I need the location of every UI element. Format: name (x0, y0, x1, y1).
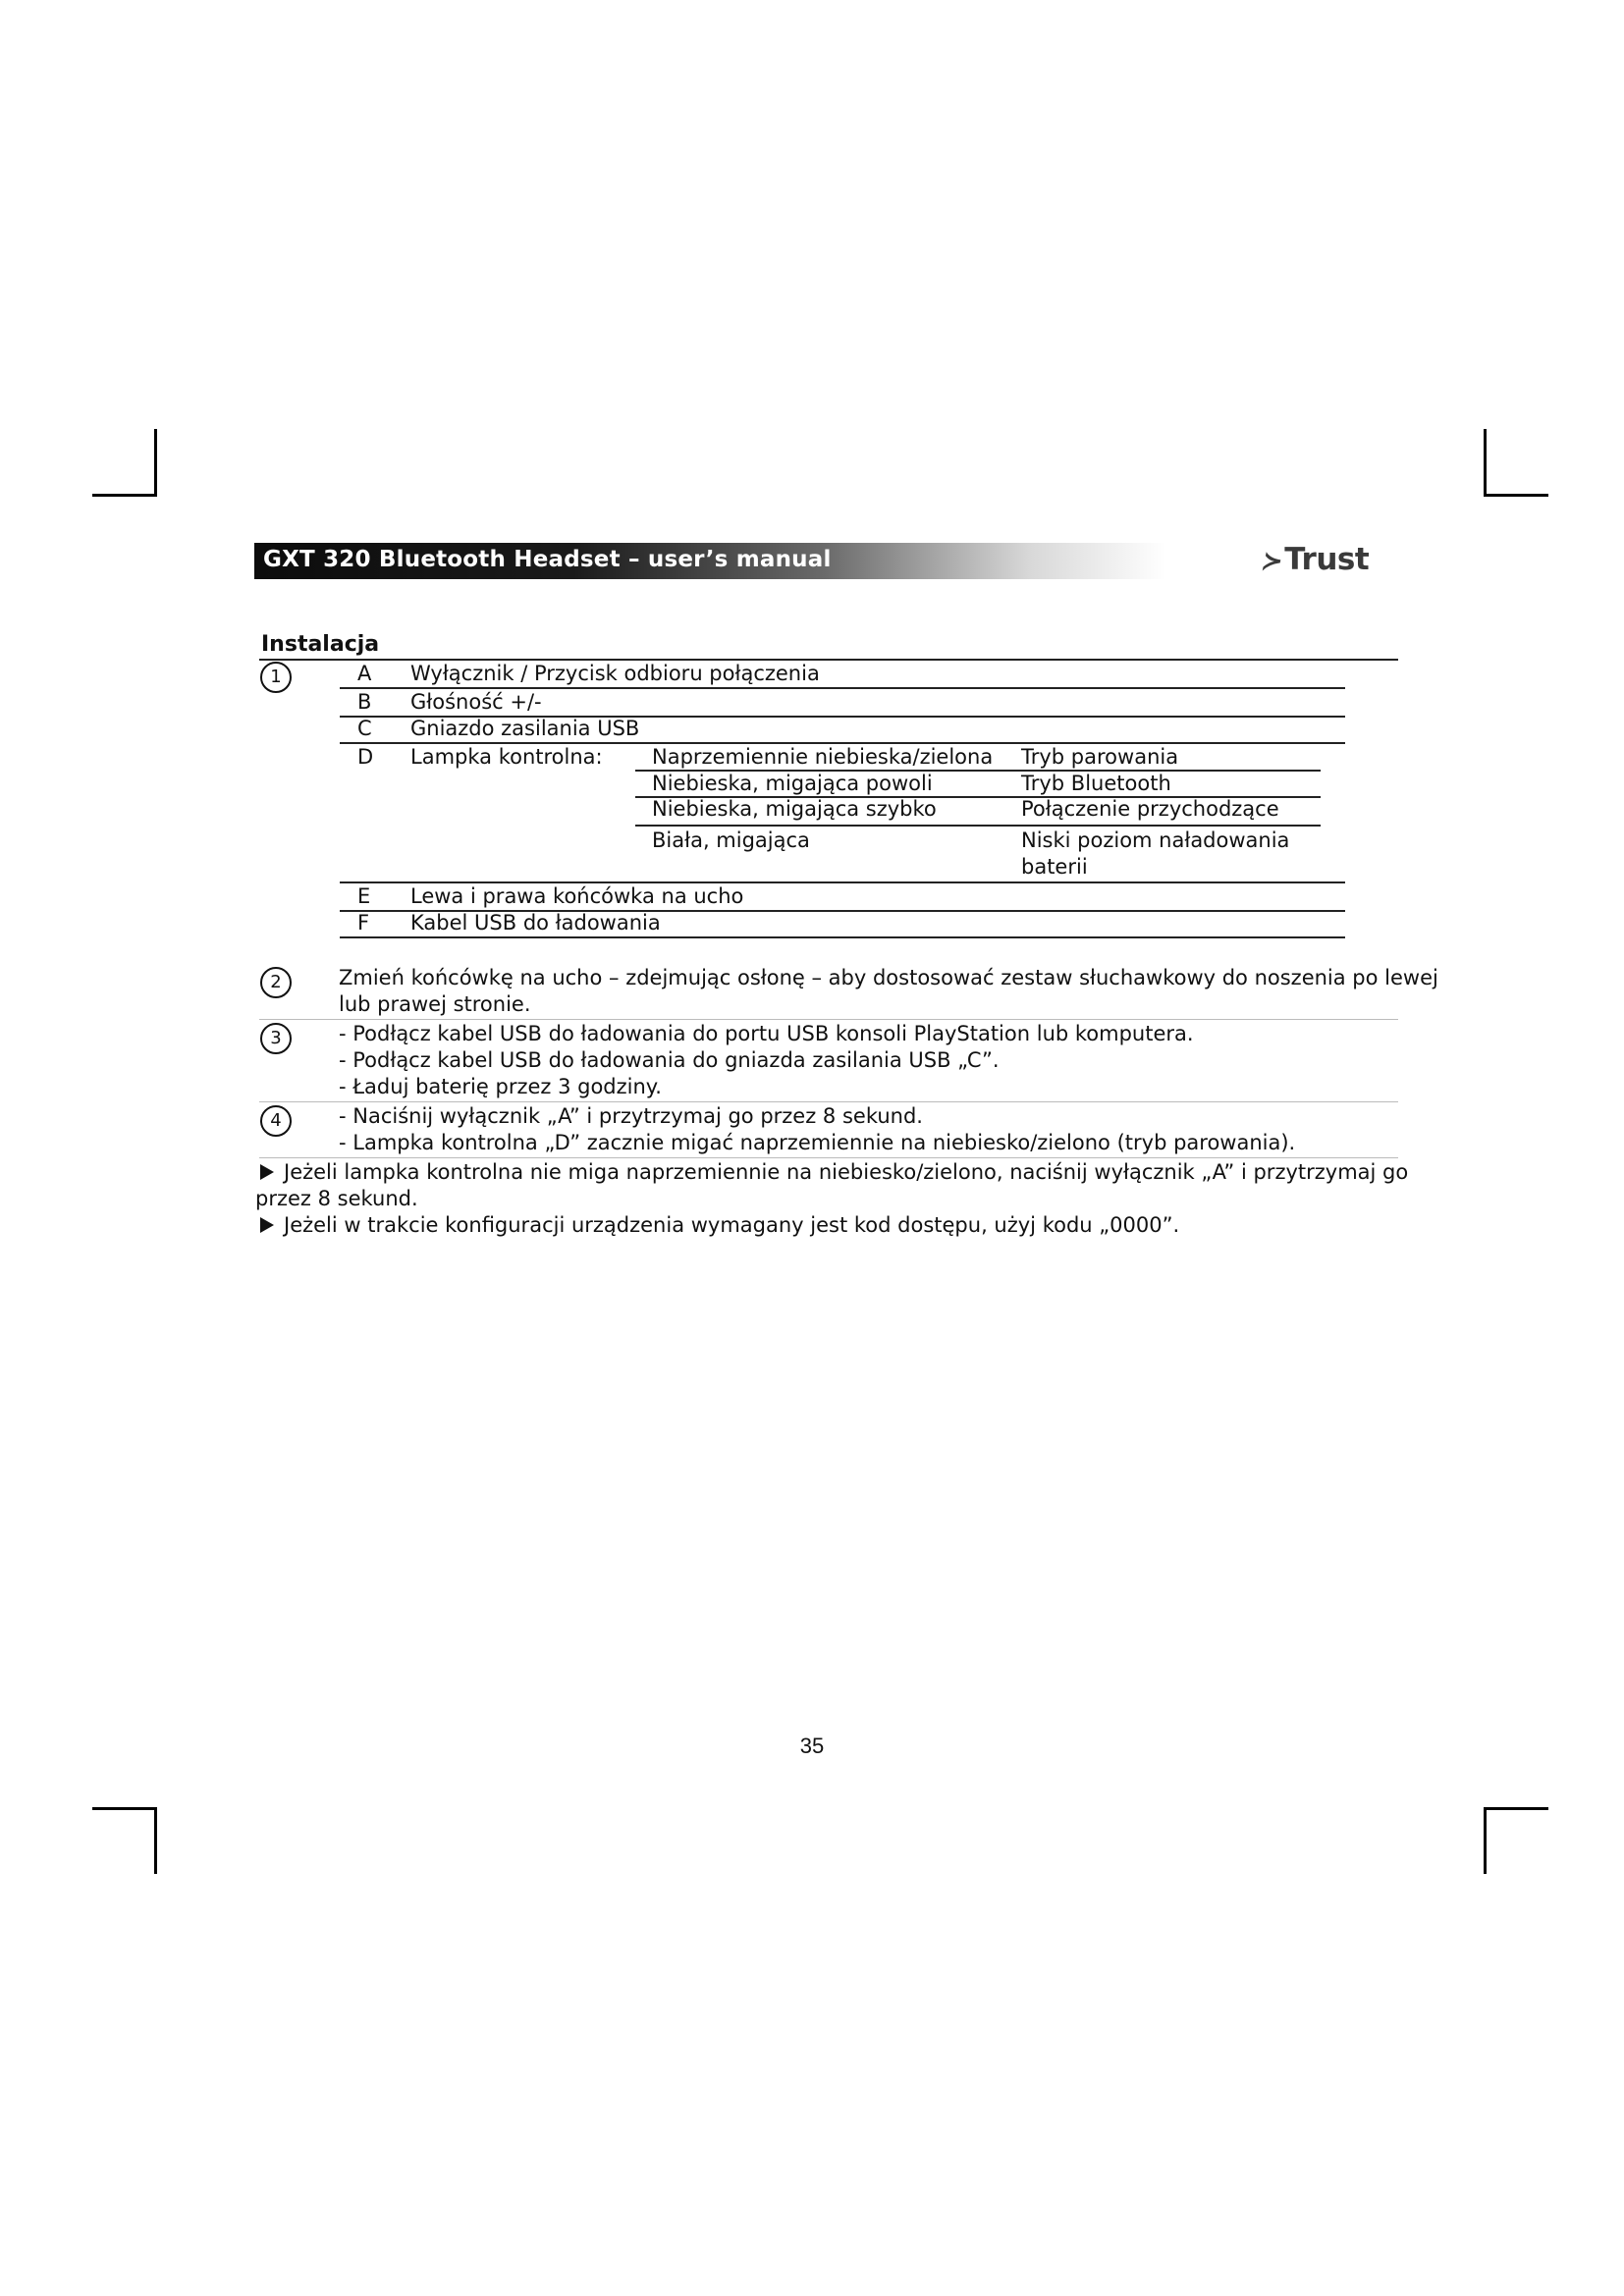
step-3-line: - Podłącz kabel USB do ładowania do gniazda zasilania USB „C”. (339, 1048, 1000, 1072)
part-description: Gniazdo zasilania USB (410, 717, 640, 740)
crop-mark-bottom-left-h (92, 1807, 157, 1810)
step-4-line: - Lampka kontrolna „D” zacznie migać naprzemiennie na niebiesko/zielono (tryb parowania). (339, 1131, 1296, 1154)
step-divider (259, 1019, 1398, 1020)
led-meaning-continued: baterii (1021, 855, 1088, 879)
part-description: Kabel USB do ładowania (410, 911, 661, 934)
part-description: Głośność +/- (410, 690, 542, 714)
step-4-line: - Naciśnij wyłącznik „A” i przytrzymaj go przez 8 sekund. (339, 1104, 923, 1128)
note-arrow-icon (260, 1164, 274, 1180)
step-divider (259, 1157, 1398, 1158)
crop-mark-top-left-v (154, 429, 157, 496)
step-2-text: Zmień końcówkę na ucho – zdejmując osłonę – aby dostosować zestaw słuchawkowy do noszenia po lewej (339, 966, 1438, 989)
page-number: 35 (799, 1734, 825, 1758)
step-divider (259, 1101, 1398, 1102)
note-text: Jeżeli w trakcie konfiguracji urządzenia wymagany jest kod dostępu, użyj kodu „0000”. (284, 1213, 1180, 1237)
part-letter: F (357, 911, 370, 934)
led-signal: Niebieska, migająca szybko (652, 797, 937, 821)
led-meaning: Niski poziom naładowania (1021, 828, 1290, 852)
crop-mark-bottom-right-v (1484, 1807, 1487, 1874)
note-arrow-icon (260, 1217, 274, 1233)
led-signal: Biała, migająca (652, 828, 810, 852)
brand-logo-text: Trust (1284, 542, 1370, 577)
part-description: Lampka kontrolna: (410, 745, 603, 769)
step-3-line: - Podłącz kabel USB do ładowania do portu USB konsoli PlayStation lub komputera. (339, 1022, 1194, 1045)
crop-mark-top-left-h (92, 494, 157, 497)
step-3-line: - Ładuj baterię przez 3 godziny. (339, 1075, 662, 1098)
section-title: Instalacja (261, 632, 380, 657)
part-letter: C (357, 717, 372, 740)
crop-mark-top-right-h (1484, 494, 1548, 497)
step-3-icon: 3 (260, 1023, 292, 1054)
part-letter: A (357, 662, 372, 685)
step-2-text-continued: lub prawej stronie. (339, 992, 531, 1016)
crop-mark-top-right-v (1484, 429, 1487, 496)
step-1-icon: 1 (260, 662, 292, 693)
step-2-icon: 2 (260, 967, 292, 998)
led-meaning: Tryb parowania (1021, 745, 1179, 769)
led-rule (635, 825, 1321, 827)
trust-logo-icon: ≻ (1258, 547, 1286, 576)
note-text: Jeżeli lampka kontrolna nie miga naprzemiennie na niebiesko/zielono, naciśnij wyłącznik „A” i przytrzymaj go (284, 1160, 1409, 1184)
part-letter: D (357, 745, 374, 769)
row-rule (340, 936, 1345, 938)
part-description: Lewa i prawa końcówka na ucho (410, 884, 744, 908)
crop-mark-bottom-left-v (154, 1807, 157, 1874)
manual-title: GXT 320 Bluetooth Headset – user’s manual (263, 547, 832, 572)
step-4-icon: 4 (260, 1105, 292, 1137)
brand-logo (1258, 542, 1370, 577)
led-signal: Naprzemiennie niebieska/zielona (652, 745, 994, 769)
part-letter: E (357, 884, 371, 908)
part-description: Wyłącznik / Przycisk odbioru połączenia (410, 662, 820, 685)
part-letter: B (357, 690, 372, 714)
note-text-continued: przez 8 sekund. (255, 1187, 418, 1210)
led-signal: Niebieska, migająca powoli (652, 772, 933, 795)
led-meaning: Połączenie przychodzące (1021, 797, 1279, 821)
crop-mark-bottom-right-h (1484, 1807, 1548, 1810)
led-meaning: Tryb Bluetooth (1021, 772, 1171, 795)
